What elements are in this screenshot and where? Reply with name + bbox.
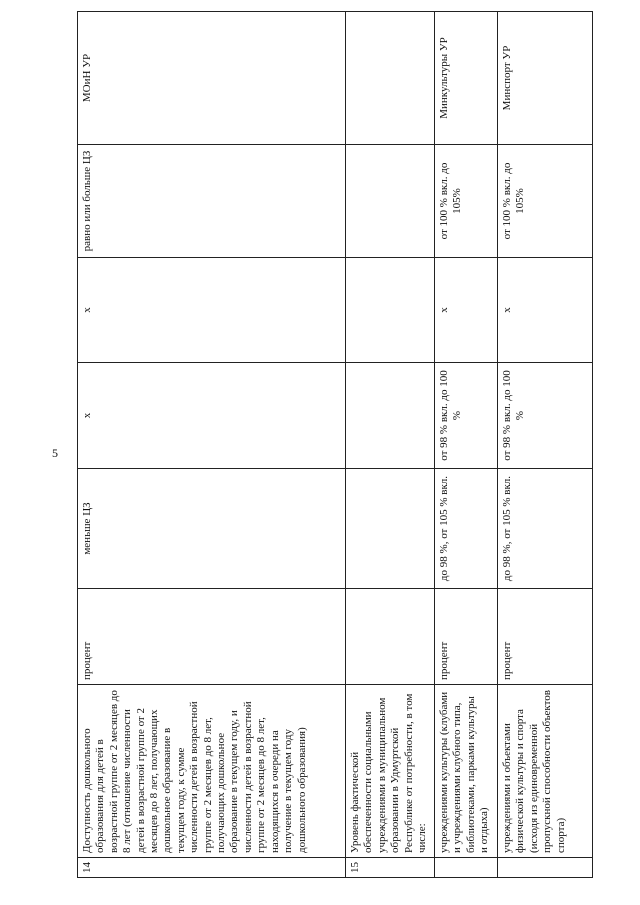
value-cell-4: равно или больше ЦЗ (78, 145, 346, 258)
value-cell-3: х (435, 258, 498, 363)
value-cell-2: х (78, 363, 346, 469)
indicators-table (77, 11, 593, 878)
value-cell-1: меньше ЦЗ (78, 469, 346, 589)
table-row (346, 12, 435, 878)
rotated-table-container (77, 12, 592, 878)
value-cell-2: от 98 % вкл. до 100 % (498, 363, 593, 469)
value-cell-4: от 100 % вкл. до 105% (435, 145, 498, 258)
row-number (498, 858, 593, 878)
unit-cell: процент (498, 589, 593, 685)
organization-cell: Минспорт УР (498, 12, 593, 145)
indicator-cell: Уровень фактической обеспеченности социальными учреждениями в муниципальном образовании в Удмуртской Республике от потребности, в том числе: (346, 685, 435, 858)
value-cell-1: до 98 %, от 105 % вкл. (498, 469, 593, 589)
value-cell-2 (346, 363, 435, 469)
organization-cell: МОиН УР (78, 12, 346, 145)
value-cell-3 (346, 258, 435, 363)
row-number: 14 (78, 858, 346, 878)
organization-cell (346, 12, 435, 145)
table-row (498, 12, 593, 878)
value-cell-3: х (498, 258, 593, 363)
unit-cell: процент (435, 589, 498, 685)
value-cell-1: до 98 %, от 105 % вкл. (435, 469, 498, 589)
organization-cell: Минкультуры УР (435, 12, 498, 145)
value-cell-4 (346, 145, 435, 258)
row-number: 15 (346, 858, 435, 878)
unit-cell (346, 589, 435, 685)
unit-cell: процент (78, 589, 346, 685)
indicator-cell: Доступность дошкольного образования для детей в возрастной группе от 2 месяцев до 8 лет (отношение численности детей в возрастной группе от 2 месяцев до 8 лет, получающих дошкольное образование в текущем году, к сумме численности детей в возрастной группе от 2 месяцев до 8 лет, получающих дошкольное образование в текущем году, и численности детей в возрастной группе от 2 месяцев до 8 лет, находящихся в очереди на получение в текущем году дошкольного образования) (78, 685, 346, 858)
indicator-cell: учреждениями культуры (клубами и учреждениями клубного типа, библиотеками, парками культуры и отдыха) (435, 685, 498, 858)
value-cell-4: от 100 % вкл. до 105% (498, 145, 593, 258)
indicator-cell: учреждениями и объектами физической культуры и спорта (исходя из единовременной пропускной способности объектов спорта) (498, 685, 593, 858)
value-cell-2: от 98 % вкл. до 100 % (435, 363, 498, 469)
value-cell-3: х (78, 258, 346, 363)
row-number (435, 858, 498, 878)
table-row (78, 12, 346, 878)
value-cell-1 (346, 469, 435, 589)
table-row (435, 12, 498, 878)
page-number: 5 (52, 446, 58, 460)
